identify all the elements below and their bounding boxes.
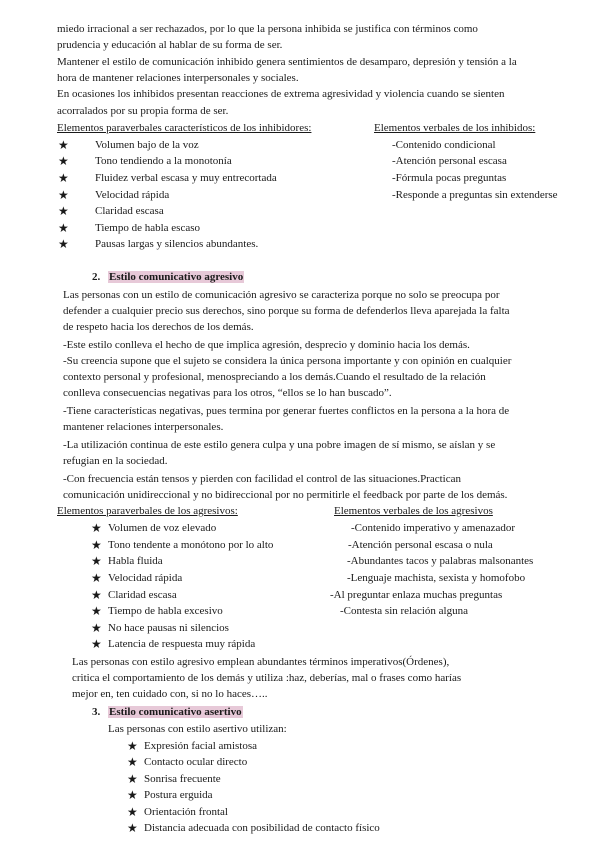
star-icon: ★ [91,621,102,635]
inhibidos-paraverbal-header: Elementos paraverbales característicos de los inhibidores: [57,122,312,134]
star-icon: ★ [127,788,138,802]
list-item: -Atención personal escasa o nula [348,539,493,551]
agresivos-verbal-header: Elementos verbales de los agresivos [334,505,493,517]
star-icon: ★ [127,805,138,819]
list-item: -Contesta sin relación alguna [340,605,468,617]
paragraph-line: Las personas con estilo asertivo utilizan: [108,723,287,735]
paragraph-line: comunicación unidireccional y no bidireccional por no permitirle el feedback por parte de los demás. [63,489,508,501]
list-item: -Fórmula pocas preguntas [392,172,507,184]
agresivos-paraverbal-header: Elementos paraverbales de los agresivos: [57,505,238,517]
star-icon: ★ [91,571,102,585]
list-item: -Atención personal escasa [392,155,507,167]
paragraph-line: refugian en la sociedad. [63,455,168,467]
intro-line: hora de mantener relaciones interpersonales y sociales. [57,72,299,84]
paragraph-line: Las personas con un estilo de comunicación agresivo se caracteriza porque no solo se preocupa por [63,289,500,301]
section-number: 3. [92,706,101,718]
paragraph-line: -Este estilo conlleva el hecho de que implica agresión, desprecio y dominio hacia los demás. [63,339,470,351]
paragraph-line: -La utilización continua de este estilo genera culpa y una pobre imagen de sí mismo, se aíslan y se [63,439,496,451]
list-item: Fluidez verbal escasa y muy entrecortada [95,172,277,184]
star-icon: ★ [58,171,69,185]
star-icon: ★ [91,637,102,651]
list-item: -Responde a preguntas sin extenderse [392,189,558,201]
list-item: Sonrisa frecuente [144,773,221,785]
star-icon: ★ [91,588,102,602]
intro-line: acorralados por su propia forma de ser. [57,105,229,117]
list-item: Tono tendiendo a la monotonía [95,155,232,167]
star-icon: ★ [58,138,69,152]
list-item: Tiempo de habla excesivo [108,605,223,617]
star-icon: ★ [127,821,138,835]
paragraph-line: Las personas con estilo agresivo emplean abundantes términos imperativos(Órdenes), [72,656,450,668]
paragraph-line: -Tiene características negativas, pues termina por generar fuertes conflictos en la persona a la hora de [63,405,510,417]
list-item: Claridad escasa [108,589,177,601]
intro-line: miedo irracional a ser rechazados, por lo que la persona inhibida se justifica con términos como [57,23,478,35]
list-item: Volumen de voz elevado [108,522,217,534]
list-item: Orientación frontal [144,806,228,818]
list-item: -Abundantes tacos y palabras malsonantes [347,555,534,567]
star-icon: ★ [127,772,138,786]
star-icon: ★ [91,554,102,568]
list-item: Habla fluida [108,555,163,567]
star-icon: ★ [91,538,102,552]
list-item: Tono tendente a monótono por lo alto [108,539,274,551]
list-item: Distancia adecuada con posibilidad de contacto físico [144,822,380,834]
inhibidos-verbal-header: Elementos verbales de los inhibidos: [374,122,536,134]
paragraph-line: conlleva consecuencias negativas para los otros, “ellos se lo han buscado”. [63,387,392,399]
list-item: No hace pausas ni silencios [108,622,229,634]
section-heading-text: Estilo comunicativo agresivo [109,271,244,283]
intro-line: En ocasiones los inhibidos presentan reacciones de extrema agresividad y violencia cuando se sienten [57,88,505,100]
section-number: 2. [92,271,101,283]
list-item: -Contenido imperativo y amenazador [351,522,516,534]
list-item: -Al preguntar enlaza muchas preguntas [330,589,503,601]
list-item: Expresión facial amistosa [144,740,258,752]
star-icon: ★ [127,739,138,753]
list-item: Volumen bajo de la voz [95,139,199,151]
star-icon: ★ [58,221,69,235]
intro-line: prudencia y educación al hablar de su forma de ser. [57,39,283,51]
star-icon: ★ [58,154,69,168]
star-icon: ★ [58,204,69,218]
paragraph-line: mantener relaciones interpersonales. [63,421,224,433]
star-icon: ★ [91,521,102,535]
paragraph-line: contexto personal y profesional, menospreciando a los demás.Cuando el resultado de la relación [63,371,486,383]
list-item: Postura erguida [144,789,213,801]
section-heading [108,705,243,719]
star-icon: ★ [127,755,138,769]
list-item: -Lenguaje machista, sexista y homofobo [347,572,526,584]
paragraph-line: -Con frecuencia están tensos y pierden con facilidad el control de las situaciones.Practican [63,473,461,485]
list-item: -Contenido condicional [392,139,496,151]
list-item: Pausas largas y silencios abundantes. [95,238,259,250]
star-icon: ★ [58,188,69,202]
list-item: Contacto ocular directo [144,756,248,768]
list-item: Velocidad rápida [95,189,170,201]
list-item: Claridad escasa [95,205,164,217]
star-icon: ★ [91,604,102,618]
intro-line: Mantener el estilo de comunicación inhibido genera sentimientos de desamparo, depresión y tensión a la [57,56,517,68]
section-heading-text: Estilo comunicativo asertivo [109,706,242,718]
list-item: Velocidad rápida [108,572,183,584]
paragraph-line: defender a cualquier precio sus derechos, sino porque su forma de defenderlos lleva aparejada la falta [63,305,510,317]
paragraph-line: -Su creencia supone que el sujeto se considera la única persona importante y con opinión en cualquier [63,355,512,367]
list-item: Tiempo de habla escaso [95,222,200,234]
list-item: Latencia de respuesta muy rápida [108,638,256,650]
paragraph-line: critica el comportamiento de los demás y utiliza :haz, deberías, mal o frases como harías [72,672,462,684]
paragraph-line: de respeto hacia los derechos de los demás. [63,321,254,333]
paragraph-line: mejor en, ten cuidado con, si no lo haces….. [72,688,268,700]
section-heading [108,270,244,284]
star-icon: ★ [58,237,69,251]
